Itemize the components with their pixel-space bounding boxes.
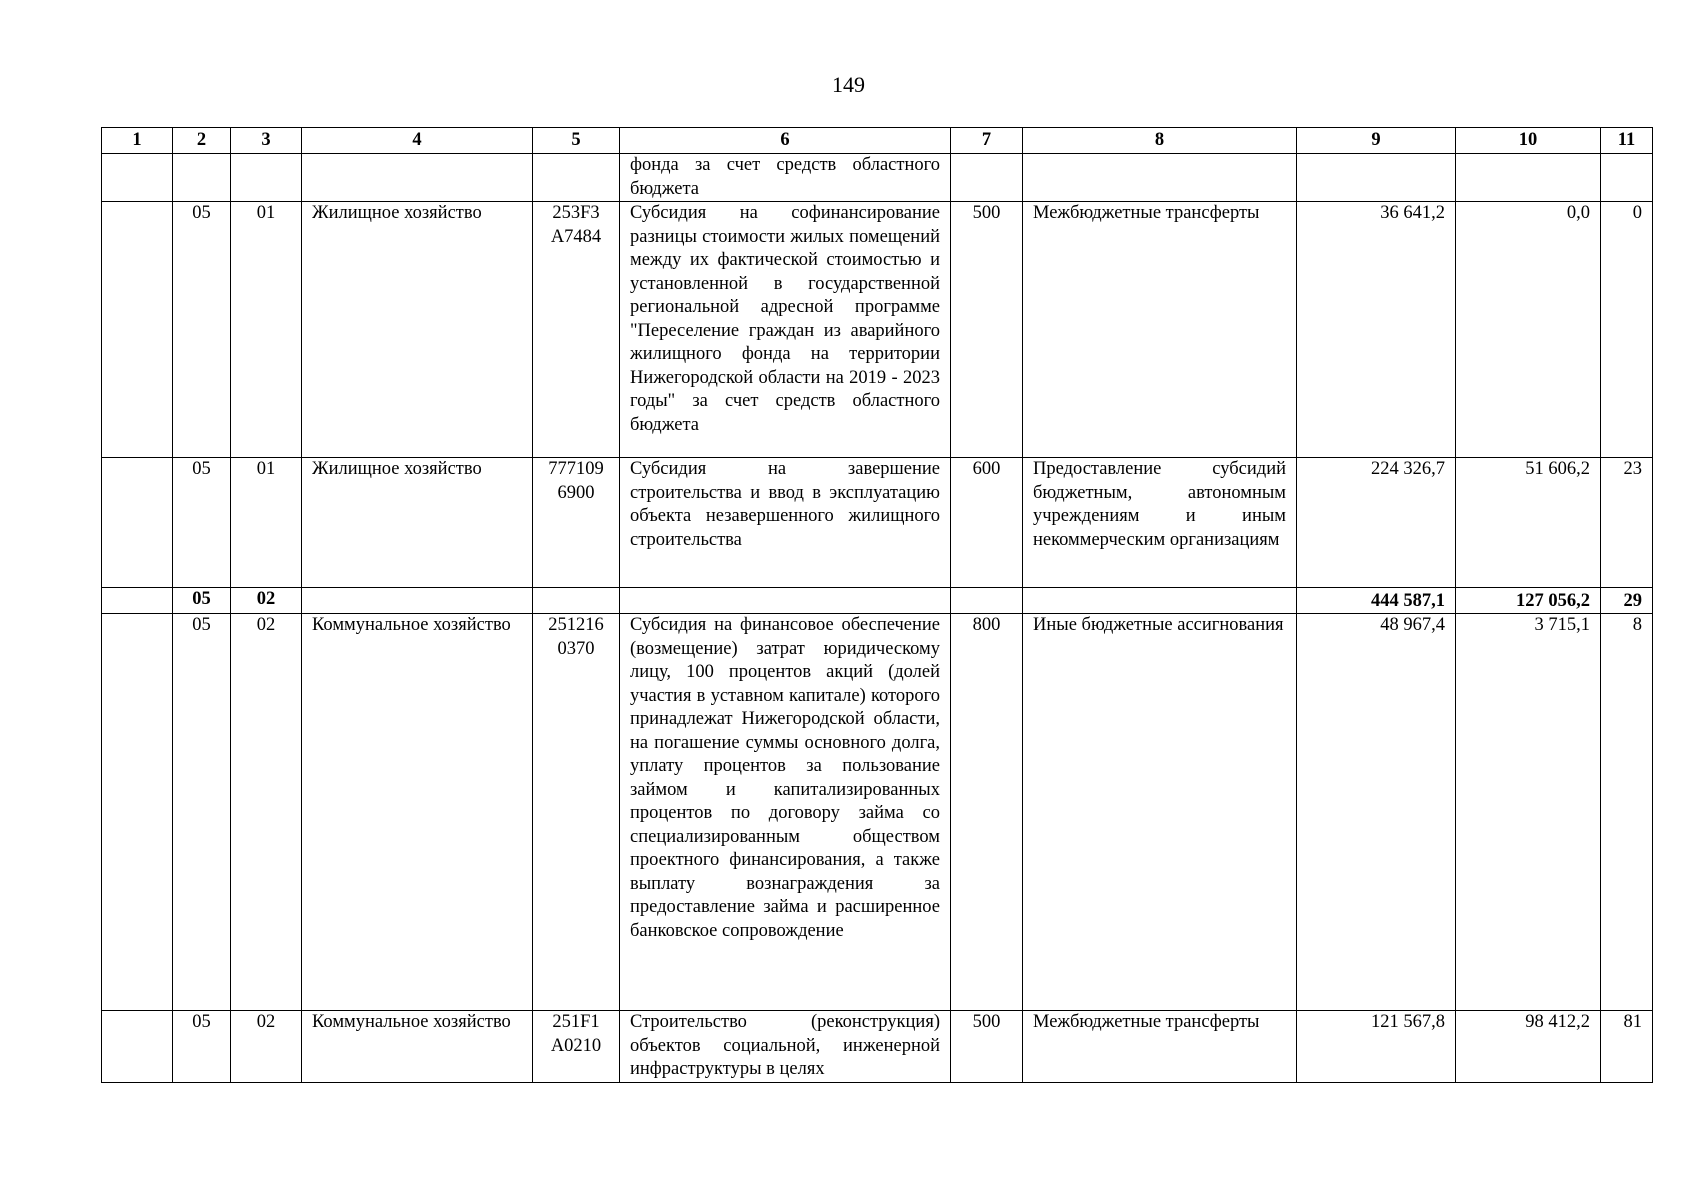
cell-expense-type-name <box>1023 154 1297 202</box>
cell-target-code: 251216 0370 <box>533 614 620 1011</box>
cell-expense-type: 500 <box>951 202 1023 458</box>
cell-description: Субсидия на финансовое обеспечение (возмещение) затрат юридическому лицу, 100 процентов акций (долей участия в уставном капитале) которого принадлежат Нижегородской области, на погашение суммы основного долга, уплату процентов за пользование займом и капитализированных процентов по договору займа со специализированным обществом проектного финансирования, а также выплату вознаграждения за предоставление займа и расширенное банковское сопровождение <box>620 614 951 1011</box>
cell-col11-value <box>1601 154 1653 202</box>
header-cell-3: 3 <box>231 128 302 154</box>
cell-col10-value: 98 412,2 <box>1456 1011 1601 1083</box>
cell-description <box>620 588 951 614</box>
cell-col9-value: 444 587,1 <box>1297 588 1456 614</box>
cell-expense-type-name: Межбюджетные трансферты <box>1023 1011 1297 1083</box>
cell-expense-type-name: Предоставление субсидий бюджетным, автономным учреждениям и иным некоммерческим организациям <box>1023 458 1297 588</box>
header-cell-10: 10 <box>1456 128 1601 154</box>
table-row <box>102 154 1653 202</box>
cell-col10-value: 127 056,2 <box>1456 588 1601 614</box>
cell-col1 <box>102 1011 173 1083</box>
header-cell-9: 9 <box>1297 128 1456 154</box>
header-cell-1: 1 <box>102 128 173 154</box>
cell-section-name: Жилищное хозяйство <box>302 458 533 588</box>
cell-col10-value: 3 715,1 <box>1456 614 1601 1011</box>
cell-description: Строительство (реконструкция) объектов социальной, инженерной инфраструктуры в целях <box>620 1011 951 1083</box>
cell-section-name: Коммунальное хозяйство <box>302 614 533 1011</box>
header-cell-8: 8 <box>1023 128 1297 154</box>
cell-col11-value: 29 <box>1601 588 1653 614</box>
header-cell-7: 7 <box>951 128 1023 154</box>
table-row <box>102 458 1653 588</box>
cell-expense-type: 500 <box>951 1011 1023 1083</box>
subtotal-row <box>102 588 1653 614</box>
header-cell-5: 5 <box>533 128 620 154</box>
header-cell-2: 2 <box>173 128 231 154</box>
cell-section: 05 <box>173 614 231 1011</box>
cell-col1 <box>102 614 173 1011</box>
cell-col10-value: 0,0 <box>1456 202 1601 458</box>
header-cell-4: 4 <box>302 128 533 154</box>
cell-expense-type-name <box>1023 588 1297 614</box>
cell-section: 05 <box>173 1011 231 1083</box>
cell-col1 <box>102 458 173 588</box>
budget-table <box>101 127 1653 1083</box>
cell-description: Субсидия на завершение строительства и ввод в эксплуатацию объекта незавершенного жилищного строительства <box>620 458 951 588</box>
cell-subsection: 01 <box>231 458 302 588</box>
table-row <box>102 1011 1653 1083</box>
cell-col9-value: 121 567,8 <box>1297 1011 1456 1083</box>
cell-expense-type <box>951 588 1023 614</box>
cell-target-code: 253F3 A7484 <box>533 202 620 458</box>
cell-expense-type: 800 <box>951 614 1023 1011</box>
cell-subsection: 02 <box>231 588 302 614</box>
header-cell-6: 6 <box>620 128 951 154</box>
cell-col11-value: 81 <box>1601 1011 1653 1083</box>
cell-description: Субсидия на софинансирование разницы стоимости жилых помещений между их фактической стоимостью и установленной в государственной региональной адресной программе "Переселение граждан из аварийного жилищного фонда на территории Нижегородской области на 2019 - 2023 годы" за счет средств областного бюджета <box>620 202 951 458</box>
cell-section-name: Жилищное хозяйство <box>302 202 533 458</box>
cell-col1 <box>102 202 173 458</box>
cell-expense-type <box>951 154 1023 202</box>
page-number: 149 <box>832 72 865 97</box>
cell-section-name <box>302 588 533 614</box>
cell-expense-type: 600 <box>951 458 1023 588</box>
cell-col1 <box>102 588 173 614</box>
table-row <box>102 202 1653 458</box>
cell-col1 <box>102 154 173 202</box>
cell-col9-value: 224 326,7 <box>1297 458 1456 588</box>
cell-col10-value <box>1456 154 1601 202</box>
cell-col11-value: 8 <box>1601 614 1653 1011</box>
cell-section: 05 <box>173 202 231 458</box>
cell-col11-value: 0 <box>1601 202 1653 458</box>
cell-section: 05 <box>173 588 231 614</box>
cell-target-code: 251F1 A0210 <box>533 1011 620 1083</box>
cell-col9-value <box>1297 154 1456 202</box>
cell-target-code <box>533 154 620 202</box>
cell-section-name <box>302 154 533 202</box>
cell-col9-value: 48 967,4 <box>1297 614 1456 1011</box>
cell-target-code: 777109 6900 <box>533 458 620 588</box>
header-cell-11: 11 <box>1601 128 1653 154</box>
header-row <box>102 128 1653 154</box>
table-row <box>102 614 1653 1011</box>
cell-section <box>173 154 231 202</box>
cell-description: фонда за счет средств областного бюджета <box>620 154 951 202</box>
cell-target-code <box>533 588 620 614</box>
cell-section-name: Коммунальное хозяйство <box>302 1011 533 1083</box>
cell-col11-value: 23 <box>1601 458 1653 588</box>
cell-expense-type-name: Межбюджетные трансферты <box>1023 202 1297 458</box>
cell-subsection: 02 <box>231 1011 302 1083</box>
cell-section: 05 <box>173 458 231 588</box>
cell-col9-value: 36 641,2 <box>1297 202 1456 458</box>
cell-subsection <box>231 154 302 202</box>
cell-subsection: 01 <box>231 202 302 458</box>
cell-subsection: 02 <box>231 614 302 1011</box>
cell-expense-type-name: Иные бюджетные ассигнования <box>1023 614 1297 1011</box>
cell-col10-value: 51 606,2 <box>1456 458 1601 588</box>
